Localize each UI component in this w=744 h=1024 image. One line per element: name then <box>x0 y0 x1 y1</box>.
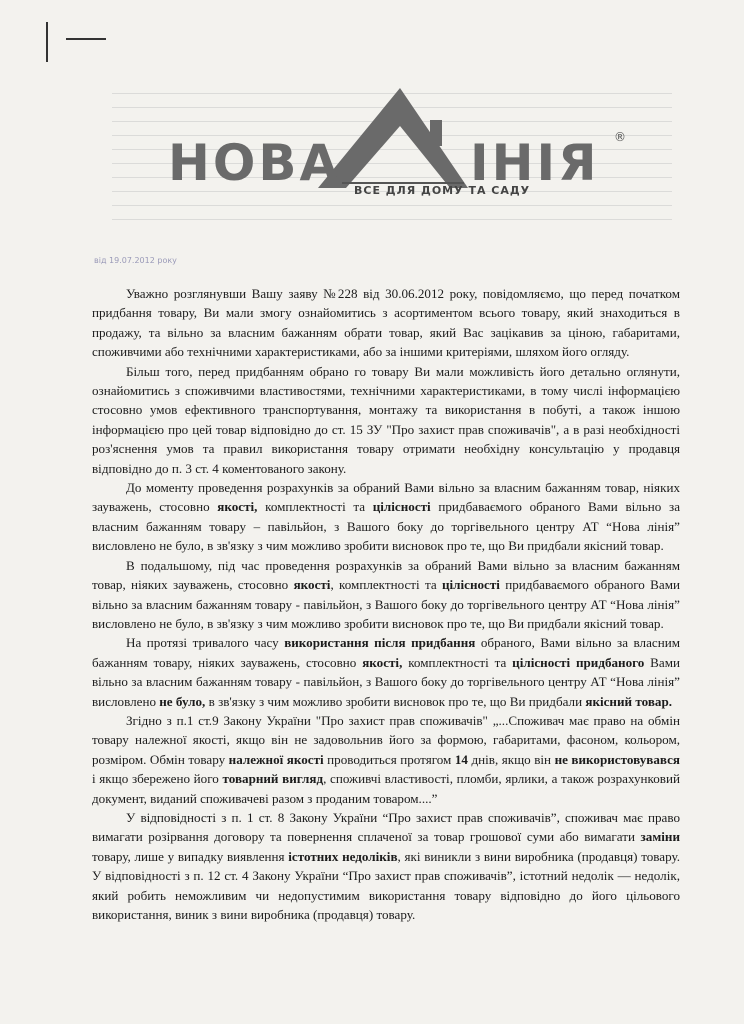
logo-word-right: ІНІЯ <box>470 134 600 192</box>
paragraph-5: На протязі тривалого часу використання після придбання обраного, Вами вільно за власним бажанням товару, ніяких зауважень, стосовно якості, комплектності та цілісності придбаного Вами вільно за власним бажанням товару - павільйон, з Вашого боку до торгівельного центру АТ “Нова лінія” висловлено не було, в зв'язку з чим можливо зробити висновок про те, що Ви придбали якісний товар. <box>92 635 680 709</box>
paragraph-1: Уважно розглянувши Вашу заяву №228 від 30.06.2012 року, повідомляємо, що перед початком придбання товару, Ви мали змогу ознайомитись з асортиментом всього товару, який знаходиться в продажу, та вільно за власним бажанням обрати товар, який Вас зацікавив за ціною, габаритами, споживчими або технічними характеристиками, або за іншими критеріями, шляхом його огляду. <box>92 286 680 360</box>
paragraph-3: До моменту проведення розрахунків за обраний Вами вільно за власним бажанням товар, ніяких зауважень, стосовно якості, комплектності та цілісності придбаваємого обраного Вами вільно за власним бажанням товару – павільйон, з Вашого боку до торгівельного центру АТ “Нова лінія” висловлено не було, в зв'язку з чим можливо зробити висновок про те, що Ви придбали якісний товар. <box>92 480 680 554</box>
letter-body <box>92 284 680 924</box>
paragraph-4: В подальшому, під час проведення розрахунків за обраний Вами вільно за власним бажанням товар, ніяких зауважень, стосовно якості, комплектності та цілісності придбаваємого обраного Вами вільно за власним бажанням товару - павільйон, з Вашого боку до торгівельного центру АТ “Нова лінія” висловлено не було, в зв'язку з чим можливо зробити висновок про те, що Ви придбали якісний товар. <box>92 557 681 631</box>
paragraph-7: У відповідності з п. 1 ст. 8 Закону України “Про захист прав споживачів”, споживач має право вимагати розірвання договору та повернення сплаченої за товар грошової суми або вимагати заміни товару, лише у випадку виявлення істотних недоліків, які виникли з вини виробника (продавця) товару. У відповідності з п. 12 ст. 4 Закону України “Про захист прав споживачів”, істотний недолік — недолік, який робить неможливим чи недопустимим використання товару відповідно до його цільового використання, виник з вини виробника (продавця) товару. <box>92 809 681 922</box>
registered-mark: ® <box>614 130 626 144</box>
margin-mark <box>46 22 48 62</box>
header-stamp: від 19.07.2012 року <box>94 256 177 265</box>
logo-slogan: ВСЕ ДЛЯ ДОМУ ТА САДУ <box>354 184 531 197</box>
paragraph-6: Згідно з п.1 ст.9 Закону України "Про захист прав споживачів" „...Споживач має право на обмін товару належної якості, якщо він не задовольнив його за формою, габаритами, фасоном, кольором, розміром. Обмін товару належної якості проводиться протягом 14 днів, якщо він не використовувався і якщо збережено його товарний вигляд, споживчі властивості, пломби, ярлики, а також розрахунковий документ, виданий споживачеві разом з проданим товаром....” <box>92 712 680 806</box>
company-logo <box>168 78 638 210</box>
paragraph-2: Більш того, перед придбанням обрано го товару Ви мали можливість його детально оглянути, ознайомитись з споживчими властивостями, технічними характеристиками, в тому числі інформацією стосовно умов ефективного транспортування, монтажу та використання в побуті, а також іншою інформацією про цей товар відповідно до ст. 15 ЗУ "Про захист прав споживачів", а в разі необхідності роз'яснення умов та правил використання товару отримати необхідну консультацію у продавця відповідно до п. 3 ст. 4 коментованого закону. <box>92 363 680 476</box>
logo-word-left: НОВА <box>168 134 342 192</box>
margin-dash <box>66 38 106 40</box>
